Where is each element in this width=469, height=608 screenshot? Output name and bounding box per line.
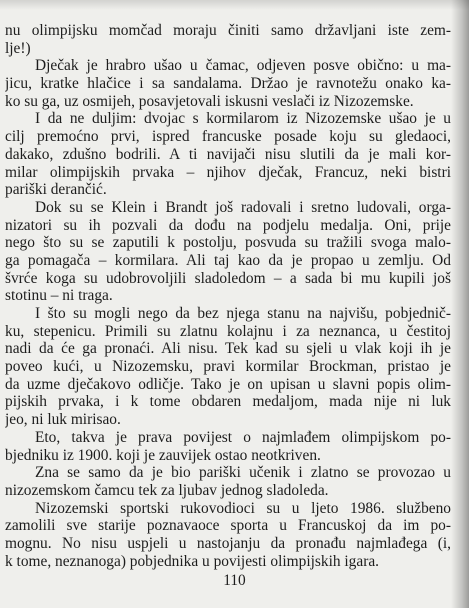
text-line: milar olimpijskih prvaka – njihov dječak, Francuz, neki bistri (5, 163, 451, 181)
text-line: lje!) (5, 39, 31, 57)
text-line: stotinu – ni traga. (5, 287, 113, 305)
text-line: nizozemskom čamcu tek za ljubav jednog sladoleda. (5, 481, 329, 499)
text-line: k tome, neznanoga) pobjednika u povijesti olimpijskih igara. (5, 552, 379, 570)
text-line: Dječak je hrabro ušao u čamac, odjeven posve obično: u ma- (35, 57, 451, 75)
text-line: mognu. No nisu uspjeli u nastojanju da pronađu najmlađega (i, (5, 534, 451, 552)
text-line: ko su ga, uz osmijeh, posavjetovali iskusni veslači iz Nizozemske. (5, 92, 414, 110)
text-line: da uzme dječakovo odličje. Tako je on upisan u slavni popis olim- (5, 375, 451, 393)
text-line: švrće koga su udobrovoljili sladoledom – a sada bi mu kupili još (5, 269, 451, 287)
body-text (5, 22, 451, 570)
text-line: nizatori su ih pozvali da dođu na podjelu medalja. Oni, prije (5, 216, 451, 234)
text-line: nadi da će ga pronaći. Ali nisu. Tek kad su sjeli u vlak koji ih je (5, 340, 451, 358)
text-line: pijskih prvaka, i k tome obdaren medaljom, mada nije ni luk (5, 393, 451, 411)
text-line: jicu, kratke hlačice i sa sandalama. Držao je ravnotežu onako ka- (5, 75, 451, 93)
text-line: Dok su se Klein i Brandt još radovali i sretno ludovali, orga- (35, 198, 451, 216)
text-line: nego što su se zaputili k postolju, posvuda su tražili svoga malo- (5, 234, 451, 252)
text-line: I što su mogli nego da bez njega stanu na najvišu, pobjednič- (35, 305, 451, 322)
page-number: 110 (223, 572, 246, 589)
text-line: bjedniku iz 1900. koji je zauvijek ostao neotkriven. (5, 446, 321, 464)
text-line: zamolili sve starije poznavaoce sporta u Francuskoj da im po- (5, 517, 451, 535)
text-line: I da ne duljim: dvojac s kormilarom iz Nizozemske ušao je u (35, 110, 451, 128)
text-line: jeo, ni luk mirisao. (5, 411, 121, 429)
text-line: poveo kući, u Nizozemsku, pravi kormilar Brockman, pristao je (5, 358, 451, 376)
page-gutter-shadow (451, 0, 469, 608)
text-line: Nizozemski sportski rukovodioci su u ljeto 1986. službeno (35, 499, 451, 517)
text-line: cilj premoćno prvi, ispred francuske posade koju su gledaoci, (5, 128, 451, 146)
text-line: ga pomagača – kormilara. Ali taj kao da je propao u zemlju. Od (5, 251, 451, 269)
text-line: ku, stepenicu. Primili su zlatnu kolajnu i za neznanca, u čestitoj (5, 322, 451, 340)
text-line: nu olimpijsku momčad moraju činiti samo državljani iste zem- (5, 22, 451, 39)
text-line: pariški derančić. (5, 181, 107, 199)
text-line: dakako, zdušno bodrili. A ti navijači nisu slutili da je mali kor- (5, 145, 451, 163)
text-line: Zna se samo da je bio pariški učenik i zlatno se provozao u (35, 464, 451, 482)
page-top-shadow (0, 0, 469, 10)
text-line: Eto, takva je prava povijest o najmlađem olimpijskom po- (35, 428, 451, 446)
